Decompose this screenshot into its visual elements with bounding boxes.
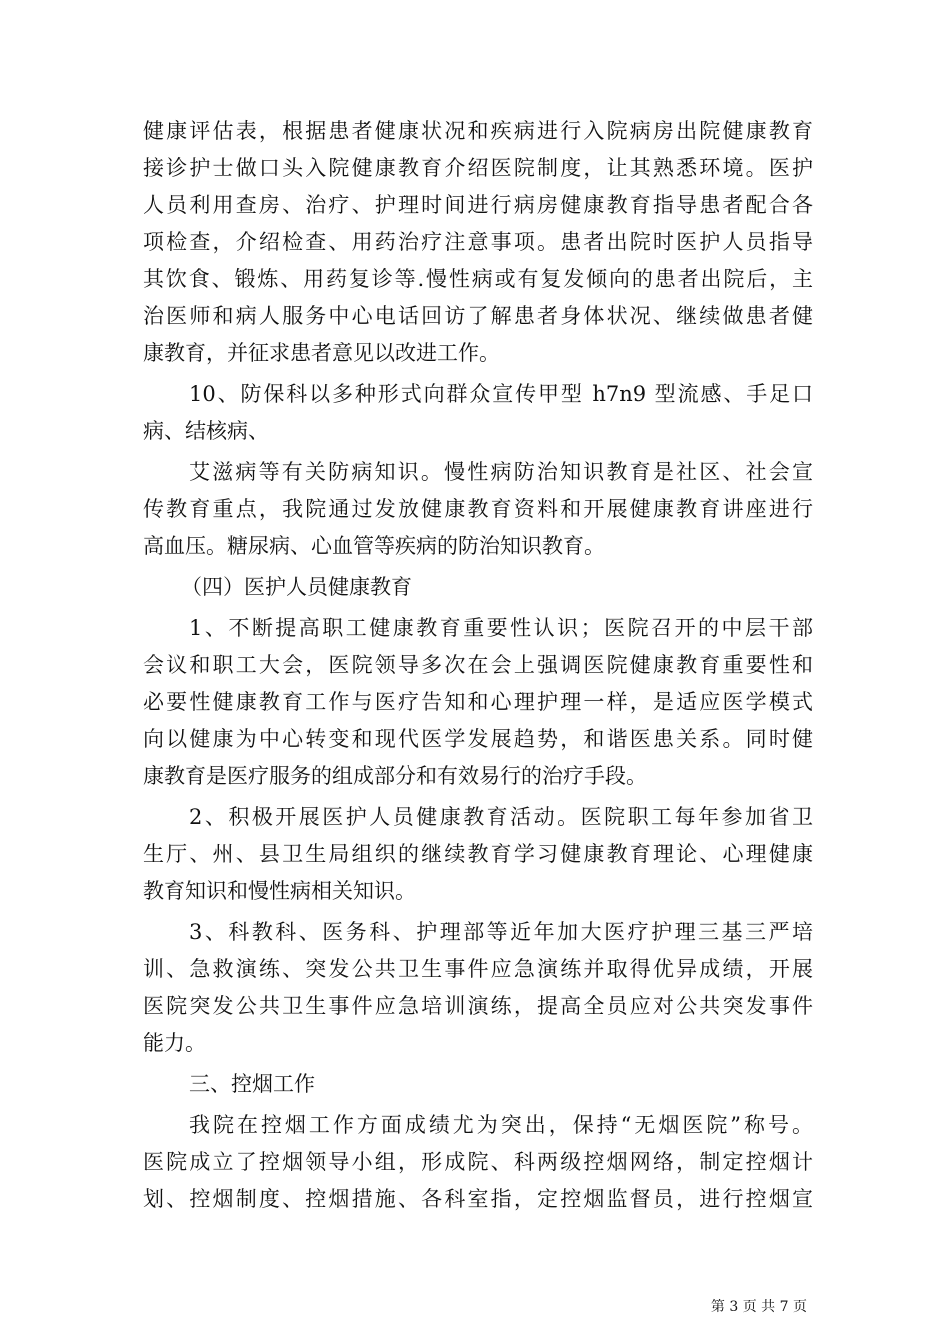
text-line: 生厅、州、县卫生局组织的继续教育学习健康教育理论、心理健康 [143,842,813,866]
text-line: 项检查，介绍检查、用药治疗注意事项。患者出院时医护人员指导 [143,230,813,254]
page-number: 第 3 页 共 7 页 [710,1299,807,1315]
text-line: 三、控烟工作 [189,1072,315,1096]
text-line: 划、控烟制度、控烟措施、各科室指，定控烟监督员，进行控烟宣 [143,1187,813,1211]
text-line: 2、积极开展医护人员健康教育活动。医院职工每年参加省卫 [189,805,813,829]
text-line: 高血压。糖尿病、心血管等疾病的防治知识教育。 [143,534,605,558]
text-line: 接诊护士做口头入院健康教育介绍医院制度，让其熟悉环境。医护 [143,156,813,180]
text-line: 艾滋病等有关防病知识。慢性病防治知识教育是社区、社会宣 [189,460,813,484]
section-heading [143,569,813,606]
text-line: 向以健康为中心转变和现代医学发展趋势，和谐医患关系。同时健 [143,727,813,751]
paragraph [143,610,813,795]
text-line: 3、科教科、医务科、护理部等近年加大医疗护理三基三严培 [189,920,813,944]
text-line: 治医师和病人服务中心电话回访了解患者身体状况、继续做患者健 [143,304,813,328]
paragraph [143,113,813,372]
text-line: 康教育，并征求患者意见以改进工作。 [143,341,500,365]
text-line: （四）医护人员健康教育 [181,575,412,599]
paragraph [143,799,813,910]
text-line: 人员利用查房、治疗、护理时间进行病房健康教育指导患者配合各 [143,193,813,217]
text-line: 医院成立了控烟领导小组，形成院、科两级控烟网络，制定控烟计 [143,1150,813,1174]
text-line: 其饮食、锻炼、用药复诊等.慢性病或有复发倾向的患者出院后，主 [143,267,813,291]
text-line: 病、结核病、 [143,419,269,443]
text-line: 能力。 [143,1031,206,1055]
text-line: 训、急救演练、突发公共卫生事件应急演练并取得优异成绩，开展 [143,957,813,981]
text-line: 医院突发公共卫生事件应急培训演练，提高全员应对公共突发事件 [143,994,813,1018]
text-line: 会议和职工大会，医院领导多次在会上强调医院健康教育重要性和 [143,653,813,677]
paragraph [143,914,813,1062]
text-line: 传教育重点，我院通过发放健康教育资料和开展健康教育讲座进行 [143,497,813,521]
document-body [143,113,813,1218]
section-heading [143,1066,813,1103]
text-line: 康教育是医疗服务的组成部分和有效易行的治疗手段。 [143,764,647,788]
paragraph [143,454,813,565]
paragraph [143,376,813,450]
text-line: 我院在控烟工作方面成绩尤为突出，保持“无烟医院”称号。 [189,1113,813,1137]
text-line: 1、不断提高职工健康教育重要性认识；医院召开的中层干部 [189,616,813,640]
text-line: 健康评估表，根据患者健康状况和疾病进行入院病房出院健康教育 [143,119,813,143]
text-line: 教育知识和慢性病相关知识。 [143,879,416,903]
text-line: 必要性健康教育工作与医疗告知和心理护理一样，是适应医学模式 [143,690,813,714]
paragraph [143,1107,813,1218]
text-line: 10、防保科以多种形式向群众宣传甲型 h7n9 型流感、手足口 [189,382,813,406]
